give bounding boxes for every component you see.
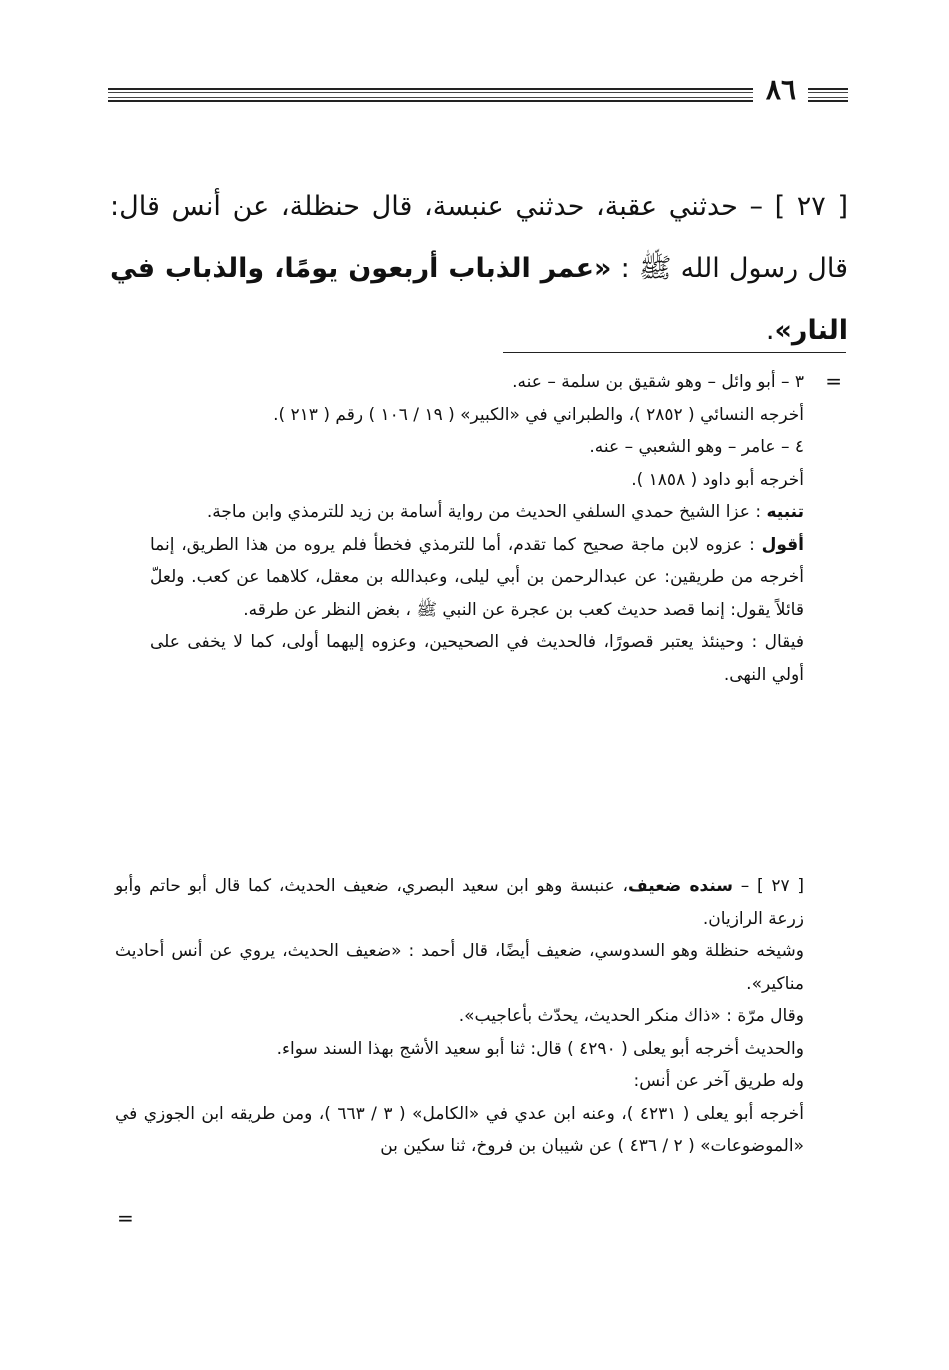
hadith-end: . (765, 315, 775, 346)
aqul-label: أقول (761, 534, 804, 555)
footnote-separator (503, 352, 846, 353)
tanbih-label: تنبيه (766, 502, 804, 522)
fayuqal-note: فيقال : وحينئذ يعتبر قصورًا، فالحديث في الصحيحين، وعزوه إليهما أولى، كما لا يخفى على أولي النهى. (150, 632, 804, 685)
aqul-text: : عزوه لابن ماجة صحيح كما تقدم، أما للترمذي فخطأ فلم يروه من هذا الطريق، إنما أخرجه من طريقين: عن عبدالرحمن بن أبي ليلى، وعبدالله بن معقل، كلاهما عن كعب. ولعلّ قائلاً يقول: إنما قصد حديث كعب بن عجرة عن النبي ﷺ ، بغض النظر عن طرقه. (150, 534, 804, 620)
aqul-note (150, 529, 804, 627)
footnote-27-para: وله طريق آخر عن أنس: (633, 1071, 804, 1091)
tanbih-text: : عزا الشيخ حمدي السلفي الحديث من رواية أسامة بن زيد للترمذي وابن ماجة. (206, 502, 767, 522)
footnote-27-marker: [ ٢٧ ] (756, 876, 804, 896)
footnote-line: ٣ – أبو وائل – وهو شقيق بن سلمة – عنه. (512, 372, 804, 392)
footnote-line: أخرجه النسائي ( ٢٨٥٢ )، والطبراني في «الكبير» ( ١٩ / ١٠٦ ) رقم ( ٢١٣ ). (273, 404, 804, 425)
footnote-27-para: وقال مرّة : «ذاك منكر الحديث، يحدّث بأعاجيب». (458, 1006, 804, 1026)
header-decorative-rule (108, 88, 753, 102)
footnotes-continued (150, 366, 804, 691)
footnote-27-label: سنده ضعيف (628, 876, 734, 896)
hadith-text (110, 176, 848, 362)
page-header (108, 73, 848, 112)
hadith-intro: [ ٢٧ ] – حدثني عقبة، حدثني عنبسة، قال حنظلة، عن أنس قال: قال رسول الله ﷺ : (110, 191, 848, 284)
footnote-27-dash: – (733, 876, 757, 896)
footnote-27-para: والحديث أخرجه أبو يعلى ( ٤٢٩٠ ) قال: ثنا أبو سعيد الأشج بهذا السند سواء. (276, 1038, 804, 1059)
hadith-quote: «عمر الذباب أربعون يومًا، والذباب في النار» (110, 253, 848, 346)
tanbih-note (150, 496, 804, 529)
footnote-27-para: أخرجه أبو يعلى ( ٤٢٣١ )، وعنه ابن عدي في «الكامل» ( ٣ / ٦٦٣ )، ومن طريقه ابن الجوزي في «الموضوعات» ( ٢ / ٤٣٦ ) عن شيبان بن فروخ، ثنا سكين بن (115, 1103, 804, 1156)
footnote-27-intro-text: ، عنبسة وهو ابن سعيد البصري، ضعيف الحديث، كما قال أبو حاتم وأبو زرعة الرازيان. (115, 876, 804, 929)
footnote-27-intro (115, 870, 804, 935)
footnote-27-para: وشيخه حنظلة وهو السدوسي، ضعيف أيضًا، قال أحمد : «ضعيف الحديث، يروي عن أنس أحاديث مناكير». (115, 941, 804, 994)
footnote-line: ٤ – عامر – وهو الشعبي – عنه. (589, 437, 804, 457)
header-short-rule (808, 88, 848, 102)
page-number: ٨٦ (765, 73, 796, 106)
footnote-line: أخرجه أبو داود ( ١٨٥٨ ). (631, 469, 804, 490)
continuation-marker-bottom: = (117, 1206, 134, 1230)
footnote-27 (115, 870, 804, 1163)
continuation-marker-top: = (825, 369, 842, 393)
